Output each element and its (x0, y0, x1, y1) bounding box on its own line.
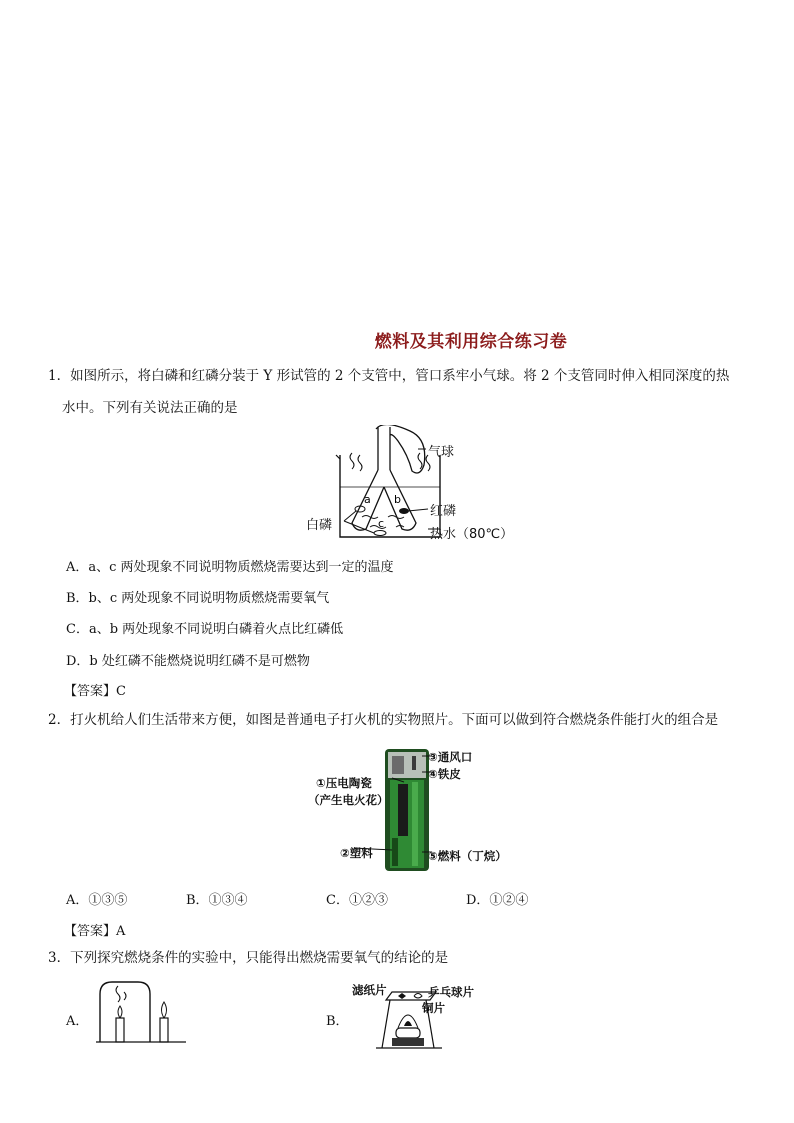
q2-option-b: B．①③④ (186, 893, 248, 908)
q1-option-b: B．b、c 两处现象不同说明物质燃烧需要氧气 (66, 591, 330, 606)
question-2-line-1: 2．打火机给人们生活带来方便，如图是普通电子打火机的实物照片。下面可以做到符合燃烧条件能打火的组合是 (48, 712, 719, 728)
question-1-line-1: 1．如图所示，将白磷和红磷分装于 Y 形试管的 2 个支管中，管口系牢小气球。将 2 个支管同时伸入相同深度的热 (48, 368, 730, 384)
plastic-label: ②塑料 (340, 846, 373, 860)
spark-label: （产生电火花） (308, 793, 389, 807)
question-1-line-2: 水中。下列有关说法正确的是 (62, 400, 238, 416)
question-3-line-1: 3．下列探究燃烧条件的实验中，只能得出燃烧需要氧气的结论的是 (48, 950, 449, 966)
q3-option-a: A． (66, 1014, 89, 1029)
fuel-label: ⑤燃料（丁烷） (428, 849, 507, 863)
filter-paper-label: 滤纸片 (352, 983, 387, 997)
candle-jar-figure (96, 978, 186, 1044)
q1-option-c: C．a、b 两处现象不同说明白磷着火点比红磷低 (66, 622, 344, 637)
q3-option-b: B． (326, 1014, 349, 1029)
q2-option-a: A．①③⑤ (66, 893, 128, 908)
q1-answer: 【答案】C (64, 684, 126, 699)
red-phosphorus-label: 红磷 (430, 504, 457, 519)
label-c: c (378, 517, 385, 530)
vent-label: ③通风口 (428, 750, 473, 764)
white-phosphorus-label: 白磷 (306, 518, 333, 533)
q2-answer: 【答案】A (64, 924, 126, 939)
page-title: 燃料及其利用综合练习卷 (374, 332, 568, 352)
piezo-label: ①压电陶瓷 (316, 776, 372, 790)
hot-water-label: 热水（80℃） (430, 527, 514, 542)
q2-option-c: C．①②③ (326, 893, 388, 908)
label-a: a (364, 493, 371, 506)
pingpong-label: 乒乓球片 (428, 985, 474, 999)
q1-option-d: D．b 处红磷不能燃烧说明红磷不是可燃物 (66, 654, 310, 669)
balloon-label: 气球 (428, 445, 455, 460)
q2-option-d: D．①②④ (466, 893, 529, 908)
copper-label: 铜片 (422, 1001, 445, 1015)
label-b: b (394, 493, 401, 506)
iron-label: ④铁皮 (428, 767, 461, 781)
q1-option-a: A．a、c 两处现象不同说明物质燃烧需要达到一定的温度 (66, 560, 394, 575)
